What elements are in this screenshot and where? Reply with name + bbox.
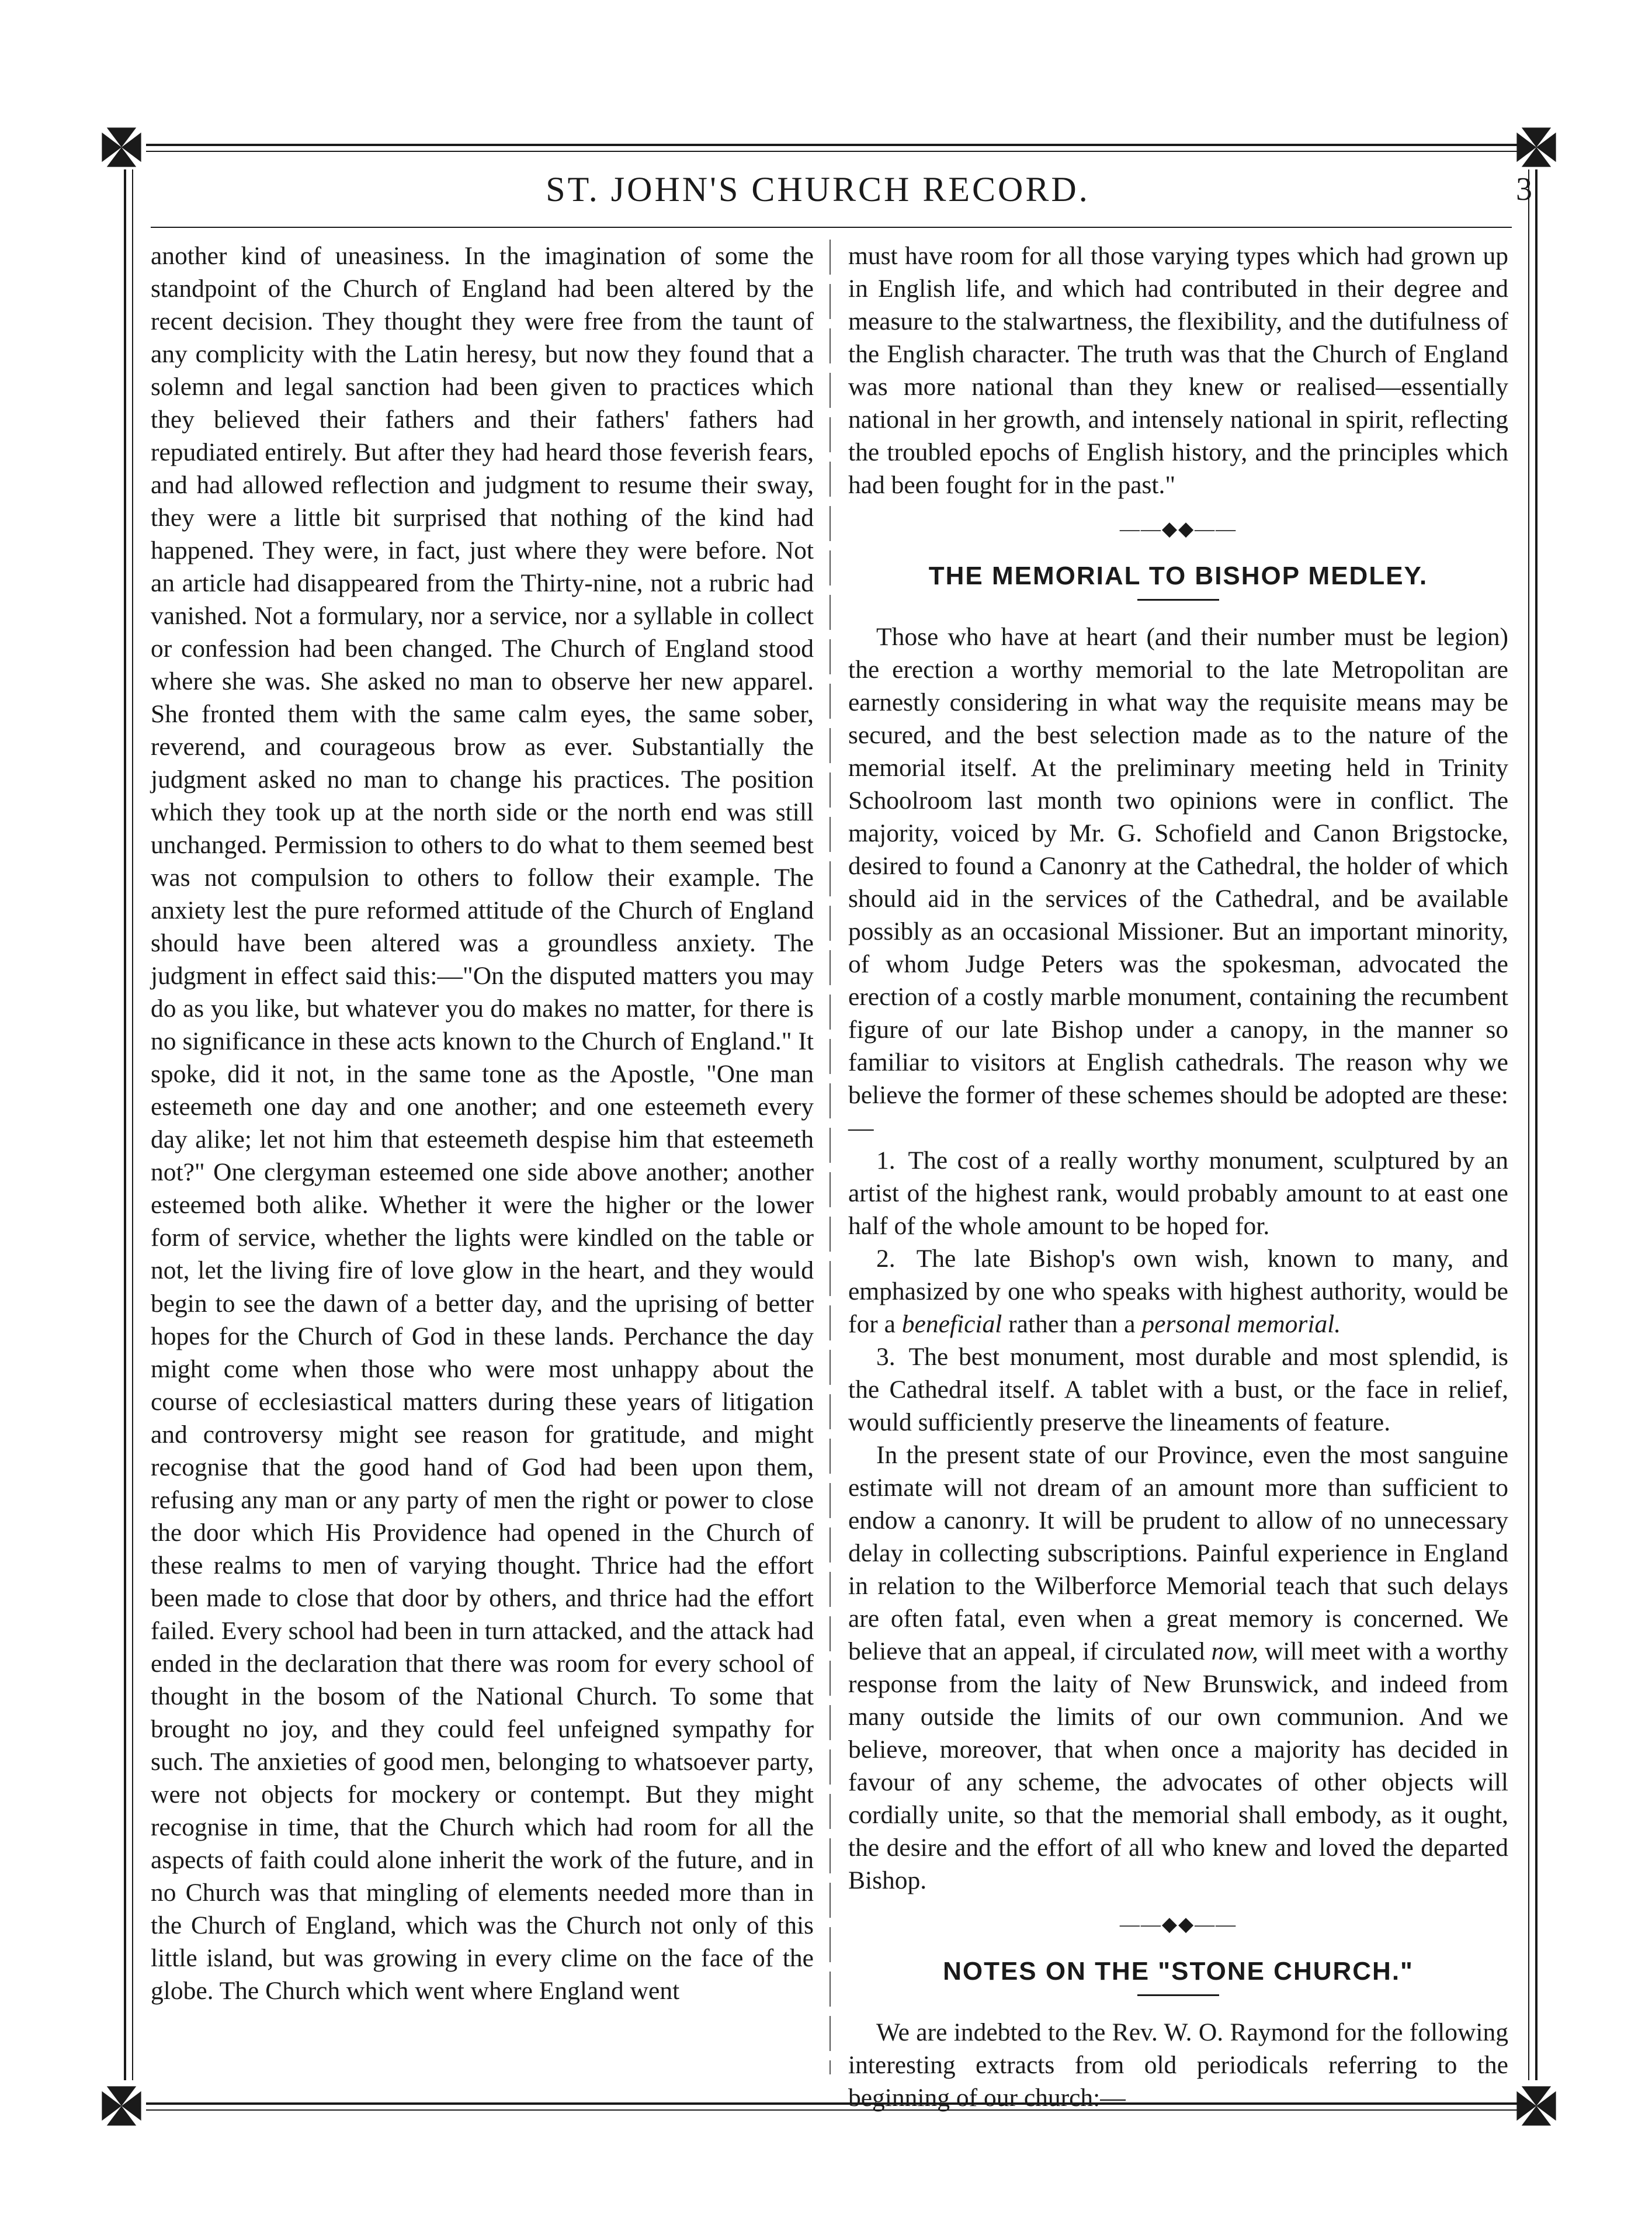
list-item <box>848 1340 1508 1439</box>
top-border-rule-thin <box>146 151 1525 152</box>
list-item <box>848 1242 1508 1340</box>
emphasis-text: beneficial <box>901 1309 1002 1338</box>
emphasis-text: now, <box>1211 1637 1258 1666</box>
heading-underline <box>1137 599 1219 601</box>
section-ornament: ——◆◆—— <box>1119 518 1237 541</box>
paragraph-text: will meet with a worthy response from the laity of New Brunswick, and indeed from many outside the limits of our own communion. And we believe, moreover, that when once a majority has decided in favour of any scheme, the advocates of other objects will cordially unite, so that the memorial shall embody, as it ought, the desire and the effort of all who knew and loved the departed Bishop. <box>848 1637 1509 1895</box>
paragraph-text: In the present state of our Province, even the most sanguine estimate will not dream of an amount more than sufficient to endow a canonry. It will be prudent to allow of no unnecessary delay in collecting subscriptions. Painful experience in England in relation to the Wilberforce Memorial teach that such delays are often fatal, even when a great memory is concerned. We believe that an appeal, if circulated <box>848 1440 1508 1666</box>
stone-church-heading: NOTES ON THE "STONE CHURCH." <box>943 1956 1414 1986</box>
emphasis-text: personal memorial. <box>1141 1309 1341 1338</box>
maltese-cross-icon <box>1512 123 1561 172</box>
left-border-rule <box>124 169 126 2080</box>
memorial-points <box>848 1144 1508 1439</box>
article-continuation: must have room for all those varying types which had grown up in English life, and which had contributed in their degree and measure to the stalwartness, the flexibility, and the dutifulness of the English character. The truth was that the Church of England was more national than they knew or realised—essentially national in her growth, and intensely national in spirit, reflecting the troubled epochs of English history, and the principles which had been fought for in the past." <box>848 242 1508 500</box>
left-border-rule-thin <box>132 169 133 2080</box>
section-ornament: ——◆◆—— <box>1119 1914 1237 1936</box>
right-border-rule-thin <box>1528 169 1529 2080</box>
list-item-text: The cost of a really worthy monument, sculptured by an artist of the highest rank, would probably amount to at east one half of the whole amount to be hoped for. <box>848 1146 1508 1240</box>
memorial-closing <box>848 1439 1508 1897</box>
memorial-heading: THE MEMORIAL TO BISHOP MEDLEY. <box>928 561 1428 590</box>
left-column <box>151 240 814 2086</box>
header-underline <box>151 227 1512 228</box>
column-separator <box>830 240 831 2074</box>
list-item-number: 2. <box>876 1244 896 1273</box>
maltese-cross-icon <box>97 123 146 172</box>
right-column <box>848 240 1509 2112</box>
list-item <box>848 1144 1508 1242</box>
list-item-text: The best monument, most durable and most splendid, is the Cathedral itself. A tablet with a bust, or the face in relief, would sufficiently preserve the lineaments of feature. <box>848 1342 1508 1436</box>
list-item-text: rather than a <box>1008 1309 1136 1338</box>
top-border-rule <box>146 144 1525 146</box>
article-paragraph: another kind of uneasiness. In the imagination of some the standpoint of the Church of England had been altered by the recent decision. They thought they were free from the taunt of any complicity with the Latin heresy, but now they found that a solemn and legal sanction had been given to practices which they believed their fathers and their fathers' fathers had repudiated entirely. But after they had heard those feverish fears, and had allowed reflection and judgment to resume their sway, they were a little bit surprised that nothing of the kind had happened. They were, in fact, just where they were before. Not an article had disappeared from the Thirty-nine, not a rubric had vanished. Not a formulary, nor a service, nor a syllable in collect or confession had been changed. The Church of England stood where she was. She asked no man to observe her new apparel. She fronted them with the same calm eyes, the same sober, reverend, and courageous brow as ever. Substantially the judgment asked no man to change his practices. The position which they took up at the north side or the north end was still unchanged. Permission to others to do what to them seemed best was not compulsion to others to follow their example. The anxiety lest the pure reformed attitude of the Church of England should have been altered was a groundless anxiety. The judgment in effect said this:—"On the disputed matters you may do as you like, but whatever you do makes no matter, for there is no significance in these acts known to the Church of England." It spoke, did it not, in the same tone as the Apostle, "One man esteemeth one day and one another; and one esteemeth every day alike; let not him that esteemeth despise him that esteemeth not?" One clergyman esteemed one side above another; another esteemed both alike. Whether it were the higher or the lower form of service, whether the lights were kindled on the table or not, let the living fire of love glow in the heart, and they would begin to see the dawn of a better day, and the uprising of better hopes for the Church of God in these lands. Perchance the day might come when those who were most unhappy about the course of ecclesiastical matters during these years of litigation and controversy might see reason for gratitude, and might recognise that the good hand of God had been upon them, refusing any man or any party of men the right or power to close the door which His Providence had opened in the Church of these realms to men of varying thought. Thrice had the effort been made to close that door by others, and thrice had the effort failed. Every school had been in turn attacked, and the attack had ended in the declaration that there was room for every school of thought in the bosom of the National Church. To some that brought no joy, and they could feel unfeigned sympathy for such. The anxieties of good men, belonging to whatsoever party, were not objects for mockery or contempt. But they might recognise in time, that the Church which had room for all the aspects of faith could alone inherit the work of the future, and in no Church was that mingling of elements needed more than in the Church of England, which was the Church not only of this little island, but was growing in every clime on the face of the globe. The Church which went where England went <box>151 242 814 2005</box>
maltese-cross-icon <box>1512 2081 1561 2130</box>
stone-church-intro: We are indebted to the Rev. W. O. Raymond for the following interesting extracts from old periodicals referring to the beginning of our church:— <box>848 2018 1508 2112</box>
list-item-text: The late Bishop's own wish, known to many, and emphasized by one who speaks with highest authority, would be for a <box>848 1244 1508 1338</box>
list-item-number: 1. <box>876 1146 896 1175</box>
maltese-cross-icon <box>97 2081 146 2130</box>
memorial-intro: Those who have at heart (and their number must be legion) the erection a worthy memorial to the late Metropolitan are earnestly considering in what way the requisite means may be secured, and the best selection made as to the nature of the memorial itself. At the preliminary meeting held in Trinity Schoolroom last month two opinions were in conflict. The majority, voiced by Mr. G. Schofield and Canon Brigstocke, desired to found a Canonry at the Cathedral, the holder of which should aid in the services of the Cathedral, and be available possibly as an occasional Missioner. But an important minority, of whom Judge Peters was the spokesman, advocated the erection of a costly marble monument, containing the recumbent figure of our late Bishop under a canopy, in the manner so familiar to visitors at English cathedrals. The reason why we believe the former of these schemes should be adopted are these:— <box>848 622 1508 1142</box>
page-title: ST. JOHN'S CHURCH RECORD. <box>546 170 1090 209</box>
page-number: 3 <box>1516 171 1532 207</box>
heading-underline <box>1137 1994 1219 1996</box>
list-item-number: 3. <box>876 1342 896 1371</box>
right-border-rule <box>1535 169 1538 2080</box>
